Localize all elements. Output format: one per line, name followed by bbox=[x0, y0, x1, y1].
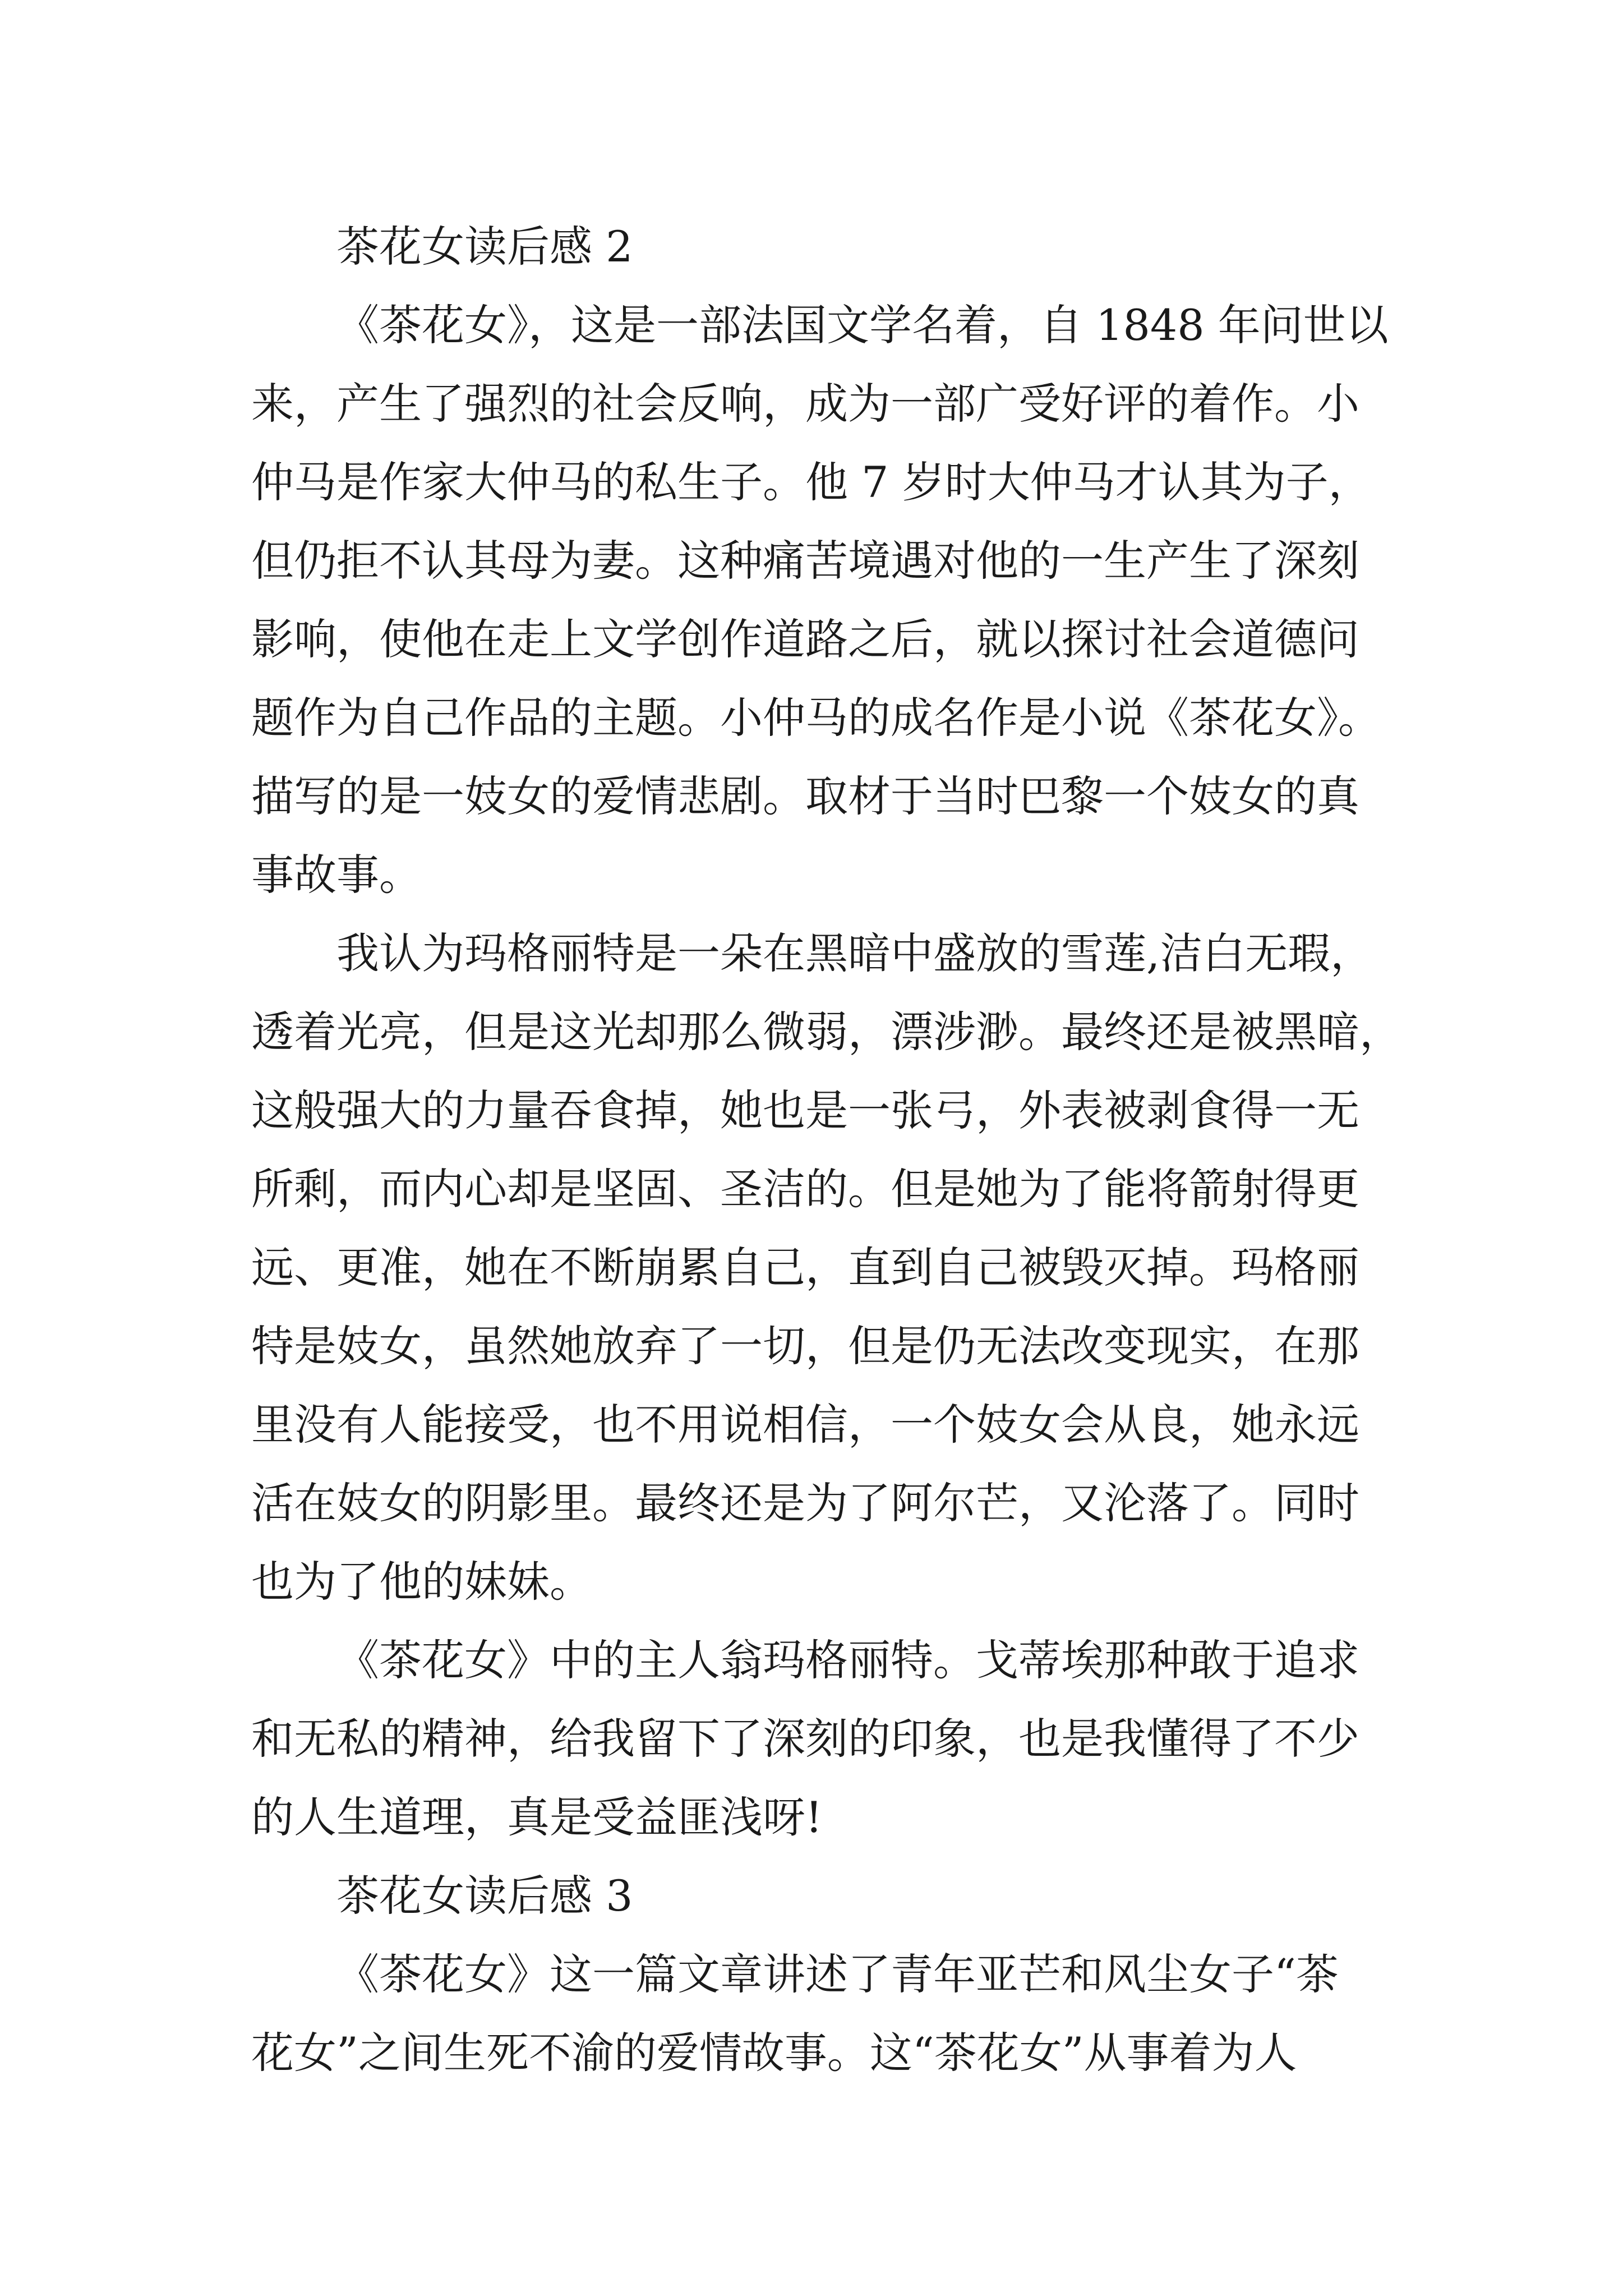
document-page bbox=[251, 208, 1402, 2092]
paragraph-line: 也为了他的妹妹。 bbox=[251, 1557, 592, 1607]
paragraph-line: 《茶花女》中的主人翁玛格丽特。戈蒂埃那种敢于追求 bbox=[336, 1635, 1359, 1685]
paragraph-line: 这般强大的力量吞食掉，她也是一张弓，外表被剥食得一无 bbox=[251, 1085, 1359, 1135]
paragraph-line: 我认为玛格丽特是一朵在黑暗中盛放的雪莲,洁白无瑕， bbox=[336, 928, 1373, 978]
paragraph-essay3-intro bbox=[251, 1935, 1395, 2092]
paragraph-intro bbox=[251, 286, 1395, 914]
paragraph-line: 仲马是作家大仲马的私生子。他 7 岁时大仲马才认其为子， bbox=[251, 457, 1371, 507]
paragraph-line: 影响，使他在走上文学创作道路之后，就以探讨社会道德问 bbox=[251, 614, 1359, 664]
paragraph-line: 透着光亮，但是这光却那么微弱，漂涉渺。最终还是被黑暗， bbox=[251, 1007, 1402, 1057]
paragraph-line: 里没有人能接受，也不用说相信，一个妓女会从良，她永远 bbox=[251, 1400, 1359, 1450]
paragraph-line: 题作为自己作品的主题。小仲马的成名作是小说《茶花女》。 bbox=[251, 693, 1381, 743]
paragraph-line: 远、更准，她在不断崩累自己，直到自己被毁灭掉。玛格丽 bbox=[251, 1243, 1359, 1292]
paragraph-line: 但仍拒不认其母为妻。这种痛苦境遇对他的一生产生了深刻 bbox=[251, 536, 1359, 586]
paragraph-line: 《茶花女》，这是一部法国文学名着，自 1848 年问世以 bbox=[336, 300, 1389, 350]
paragraph-line: 和无私的精神，给我留下了深刻的印象，也是我懂得了不少 bbox=[251, 1714, 1359, 1764]
paragraph-line: 事故事。 bbox=[251, 850, 422, 900]
paragraph-line: 特是妓女，虽然她放弃了一切，但是仍无法改变现实，在那 bbox=[251, 1321, 1359, 1371]
essay-heading-3: 茶花女读后感 3 bbox=[336, 1871, 633, 1921]
paragraph-line: 花女”之间生死不渝的爱情故事。这“茶花女”从事着为人 bbox=[251, 2028, 1297, 2078]
paragraph-line: 来，产生了强烈的社会反响，成为一部广受好评的着作。小 bbox=[251, 379, 1359, 429]
paragraph-line: 《茶花女》这一篇文章讲述了青年亚芒和风尘女子“茶 bbox=[336, 1949, 1339, 1999]
paragraph-margaret bbox=[251, 914, 1402, 1621]
essay-heading-2: 茶花女读后感 2 bbox=[336, 222, 633, 272]
paragraph-line: 活在妓女的阴影里。最终还是为了阿尔芒，又沦落了。同时 bbox=[251, 1478, 1359, 1528]
paragraph-line: 所剩，而内心却是坚固、圣洁的。但是她为了能将箭射得更 bbox=[251, 1164, 1359, 1214]
paragraph-line: 描写的是一妓女的爱情悲剧。取材于当时巴黎一个妓女的真 bbox=[251, 771, 1359, 821]
paragraph-line: 的人生道理，真是受益匪浅呀! bbox=[251, 1792, 823, 1842]
paragraph-conclusion bbox=[251, 1621, 1395, 1857]
